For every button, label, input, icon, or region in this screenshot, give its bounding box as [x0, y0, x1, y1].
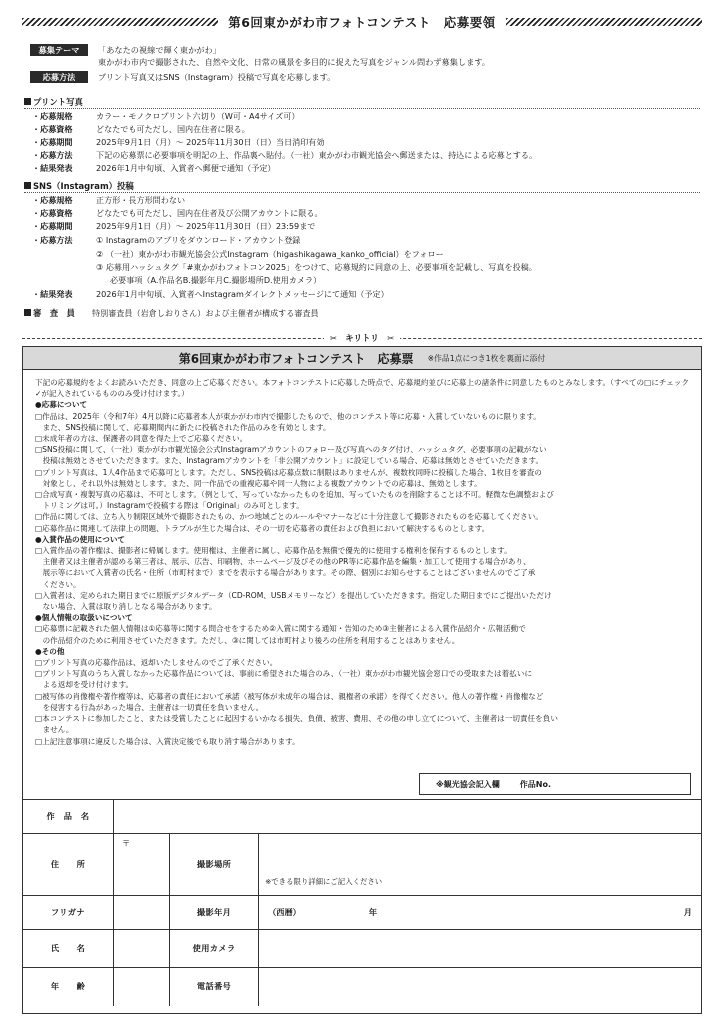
judge-label-wrap — [24, 307, 92, 319]
item-value: 2025年9月1日（月）～ 2025年11月30日（日）当日消印有効 — [96, 137, 325, 147]
square-bullet-icon — [24, 309, 31, 316]
terms-line[interactable]: □プリント写真の応募作品は、返却いたしませんのでご了承ください。 — [35, 658, 278, 668]
terms-section-heading: ●応募について — [35, 400, 88, 410]
terms-line[interactable]: □応募作品に関連して法律上の問題、トラブルが生じた場合は、その一切を応募者の責任および負担において解決するものとします。 — [35, 523, 490, 533]
place-label: 撮影場所 — [170, 834, 259, 896]
print-item — [32, 110, 300, 122]
table-row — [23, 896, 701, 930]
furigana-field[interactable] — [114, 896, 170, 930]
terms-line[interactable]: □入賞者は、定められた期日までに原版デジタルデータ（CD-ROM、USBメモリーなど）を提出していただきます。指定した期日までにご提出いただけ — [35, 590, 552, 600]
terms-line: 主催者又は主催者が認める第三者は、展示、広告、印刷物、ホームページ及びその他のPR等に応募作品を編集・加工して使用する場合があり、 — [35, 557, 531, 567]
print-item — [32, 123, 250, 135]
terms-line: 投稿は無効とさせていただきます。また、Instagramアカウントを「非公開アカウント」に設定している場合、応募は無効とさせていただきます。 — [35, 456, 544, 466]
judge-value: 特別審査員（岩倉しおりさん）および主催者が構成する審査員 — [92, 308, 319, 318]
date-label: 撮影年月 — [170, 896, 259, 930]
terms-line[interactable]: □SNS投稿に関して、（一社）東かがわ市観光協会公式Instagramアカウントのフォロー及び写真へのタグ付け、ハッシュタグ、必要事項の記載がない — [35, 445, 547, 455]
place-field[interactable] — [259, 834, 701, 896]
item-label: ・応募資格 — [32, 208, 73, 218]
terms-line: ません。 — [35, 725, 74, 735]
divider — [24, 108, 700, 109]
terms-section-heading: ●その他 — [35, 646, 65, 656]
sns-item — [32, 288, 389, 300]
item-value: 正方形・長方形問わない — [96, 195, 186, 205]
age-field[interactable] — [114, 968, 170, 1006]
name-label: 氏 名 — [23, 930, 114, 968]
item-label: ・応募期間 — [32, 137, 73, 147]
item-value: 下記の応募票に必要事項を明記の上、作品裏へ貼付。（一社）東かがわ市観光協会へ郵送または、持込による応募とする。 — [96, 150, 538, 160]
theme-tag: 募集テーマ — [30, 44, 88, 56]
method-text: プリント写真又はSNS（Instagram）投稿で写真を応募します。 — [98, 72, 336, 82]
print-item — [32, 162, 276, 174]
age-label: 年 齢 — [23, 968, 114, 1006]
item-label: ・結果発表 — [32, 289, 73, 299]
terms-line: ない場合、入賞は取り消しとなる場合があります。 — [35, 602, 217, 612]
sns-item — [32, 220, 315, 232]
sns-item — [32, 234, 300, 246]
item-value: カラー・モノクロプリント六切り（W可・A4サイズ可） — [96, 111, 300, 121]
name-field[interactable] — [114, 930, 170, 968]
sns-section-heading — [24, 180, 134, 192]
table-row — [23, 834, 701, 896]
print-item — [32, 136, 324, 148]
month-label: 月 — [683, 907, 692, 917]
form-title-bar — [23, 347, 701, 370]
terms-line: 展示等において入賞者の氏名・住所（市町村まで）までを表示する場合があります。その際、個別にお知らせすることはございませんのでご了承 — [35, 568, 536, 578]
form-title: 第6回東かがわ市フォトコンテスト 応募票 — [178, 351, 414, 366]
table-row — [23, 930, 701, 968]
item-label: ・応募方法 — [32, 235, 73, 245]
table-row — [23, 968, 701, 1006]
divider — [24, 192, 700, 193]
terms-line: 対象とし、それ以外は無効とします。また、同一作品での重複応募や同一人物による複数アカウントでの応募は、無効とします。 — [35, 478, 482, 488]
form-note: ※作品1点につき1枚を裏面に添付 — [427, 353, 546, 363]
item-value: どなたでも可ただし、国内在住者及び公開アカウントに限る。 — [96, 208, 323, 218]
phone-label: 電話番号 — [170, 968, 259, 1006]
item-value: 2026年1月中旬頃、入賞者へ郵便で通知（予定） — [96, 163, 276, 173]
theme-line-1: 「あなたの視線で輝く東かがわ」 — [98, 45, 221, 55]
terms-line: トリミングは可。）Instagramで投稿する際は「Original」のみ可とします。 — [35, 501, 304, 511]
decorative-zigzag-left — [22, 18, 218, 26]
terms-line[interactable]: □プリント写真のうち入賞しなかった応募作品については、事前に希望された場合のみ、（一社）東かがわ市観光協会窓口での受取または着払いに — [35, 669, 532, 679]
furigana-label: フリガナ — [23, 896, 114, 930]
terms-line[interactable]: □本コンテストに参加したこと、または受賞したことに起因するいかなる損失、負債、被害、費用、その他の申し立てについて、主催者は一切責任を負い — [35, 714, 558, 724]
title-field[interactable] — [114, 800, 702, 834]
work-number-label: 作品No. — [519, 779, 552, 789]
sns-method-step-2: ② （一社）東かがわ市観光協会公式Instagram（higashikagawa_kanko_official）をフォロー — [96, 249, 444, 259]
association-use-box — [419, 773, 691, 795]
terms-block — [35, 377, 691, 747]
sns-method-step-3: ③ 応募用ハッシュタグ「#東かがわフォトコン2025」をつけて、応募規約に同意の上、必要事項を記載し、写真を投稿。 — [96, 262, 537, 272]
sns-item — [32, 194, 185, 206]
entry-table — [23, 799, 701, 1006]
terms-line[interactable]: □応募票に記載された個人情報は①応募等に関する問合せをするため②入賞に関する通知・告知のため③主催者による入賞作品紹介・広報活動で — [35, 624, 526, 634]
method-tag: 応募方法 — [30, 71, 88, 83]
theme-text — [98, 44, 490, 68]
entry-form — [22, 346, 702, 1014]
item-label: ・応募規格 — [32, 111, 73, 121]
item-label: ・応募方法 — [32, 150, 73, 160]
theme-row — [30, 44, 490, 68]
cut-line — [22, 332, 702, 344]
method-row — [30, 71, 335, 83]
print-section-heading — [24, 96, 83, 108]
terms-line[interactable]: □未成年者の方は、保護者の同意を得た上でご応募ください。 — [35, 434, 248, 444]
terms-line[interactable]: □合成写真・複製写真の応募は、不可とします。（例として、写っていなかったものを追加、写っていたものを削除することは不可。軽微な色調整および — [35, 490, 554, 500]
terms-line: よる返却を受け付けます。 — [35, 680, 134, 690]
terms-line: ください。 — [35, 579, 81, 589]
camera-field[interactable] — [259, 930, 701, 968]
item-value: ① Instagramのアプリをダウンロード・アカウント登録 — [96, 235, 301, 245]
sns-method-step-3-detail: 必要事項（A.作品名B.撮影年月C.撮影場所D.使用カメラ） — [110, 275, 322, 285]
item-label: ・応募資格 — [32, 124, 73, 134]
date-field[interactable] — [259, 896, 701, 930]
judge-label: 審 査 員 — [33, 308, 75, 318]
sns-item — [32, 207, 323, 219]
header — [22, 13, 702, 31]
terms-section-heading: ●入賞作品の使用について — [35, 534, 126, 544]
phone-field[interactable] — [259, 968, 701, 1006]
address-field[interactable] — [114, 834, 170, 896]
square-bullet-icon — [24, 182, 31, 189]
association-label: ※観光協会記入欄 — [436, 779, 500, 789]
item-label: ・応募期間 — [32, 221, 73, 231]
item-label: ・応募規格 — [32, 195, 73, 205]
camera-label: 使用カメラ — [170, 930, 259, 968]
table-row — [23, 800, 701, 834]
terms-line: を侵害する行為があった場合、主催者は一切責任を負いません。 — [35, 702, 264, 712]
page-title: 第6回東かがわ市フォトコンテスト 応募要領 — [228, 15, 496, 30]
terms-line[interactable]: □プリント写真は、1人4作品まで応募可とします。ただし、SNS投稿は応募点数に制限はありませんが、複数枚同時に投稿した場合、1枚目を審査の — [35, 467, 542, 477]
item-value: 2026年1月中旬頃、入賞者へInstagramダイレクトメッセージにて通知（予定） — [96, 289, 389, 299]
square-bullet-icon — [24, 98, 31, 105]
title-label: 作 品 名 — [23, 800, 114, 834]
theme-line-2: 東かがわ市内で撮影された、自然や文化、日常の風景を多目的に捉えた写真をジャンル問わず募集します。 — [98, 57, 490, 67]
terms-line[interactable]: □作品は、2025年（令和7年）4月以降に応募者本人が東かがわ市内で撮影したもので、他のコンテスト等に応募・入賞していないものに限ります。 — [35, 411, 541, 421]
era-label: （西暦） — [268, 907, 301, 917]
sns-heading-text: SNS（Instagram）投稿 — [33, 181, 134, 191]
judge-row — [24, 307, 319, 319]
terms-line[interactable]: □作品に関しては、立ち入り制限区域外で撮影されたもの、かつ地域ごとのルールやマナーなどに十分注意して撮影されたものを応募してください。 — [35, 512, 543, 522]
year-label: 年 — [368, 907, 378, 917]
terms-line[interactable]: □入賞作品の著作権は、撮影者に帰属します。使用権は、主催者に属し、応募作品を無償で優先的に使用する権利を保有するものとします。 — [35, 546, 512, 556]
item-value: 2025年9月1日（月）～ 2025年11月30日（日）23:59まで — [96, 221, 316, 231]
place-note: ※できる限り詳細にご記入ください — [265, 877, 383, 886]
postal-mark: 〒 — [122, 838, 131, 848]
terms-section-heading: ●個人情報の取扱いについて — [35, 613, 133, 623]
terms-line[interactable]: □被写体の肖像権や著作権等は、応募者の責任において承諾（被写体が未成年の場合は、親権者の承諾）を得てください。他人の著作権・肖像権など — [35, 691, 544, 701]
item-value: どなたでも可ただし、国内在住者に限る。 — [96, 124, 250, 134]
cut-label: ✂ キリトリ ✂ — [324, 333, 400, 343]
item-label: ・結果発表 — [32, 163, 73, 173]
terms-line: また、SNS投稿に関して、応募期間内に新たに投稿された作品のみを有効とします。 — [35, 422, 331, 432]
decorative-zigzag-right — [506, 18, 702, 26]
terms-line[interactable]: □上記注意事項に違反した場合は、入賞決定後でも取り消す場合があります。 — [35, 736, 300, 746]
address-label: 住 所 — [23, 834, 114, 896]
terms-intro: 下記の応募規約をよくお読みいただき、同意の上ご応募ください。本フォトコンテストに応募した時点で、応募規約並びに応募上の諸条件に同意したものとみなします。（すべての□にチェック✓が記入されているもののみ受け付けます。） — [35, 378, 689, 399]
terms-line: の作品紹介のために利用させていただきます。ただし、③に関しては市町村より後ろの住所を利用することはありません。 — [35, 635, 460, 645]
print-item — [32, 149, 537, 161]
print-heading-text: プリント写真 — [33, 97, 83, 107]
